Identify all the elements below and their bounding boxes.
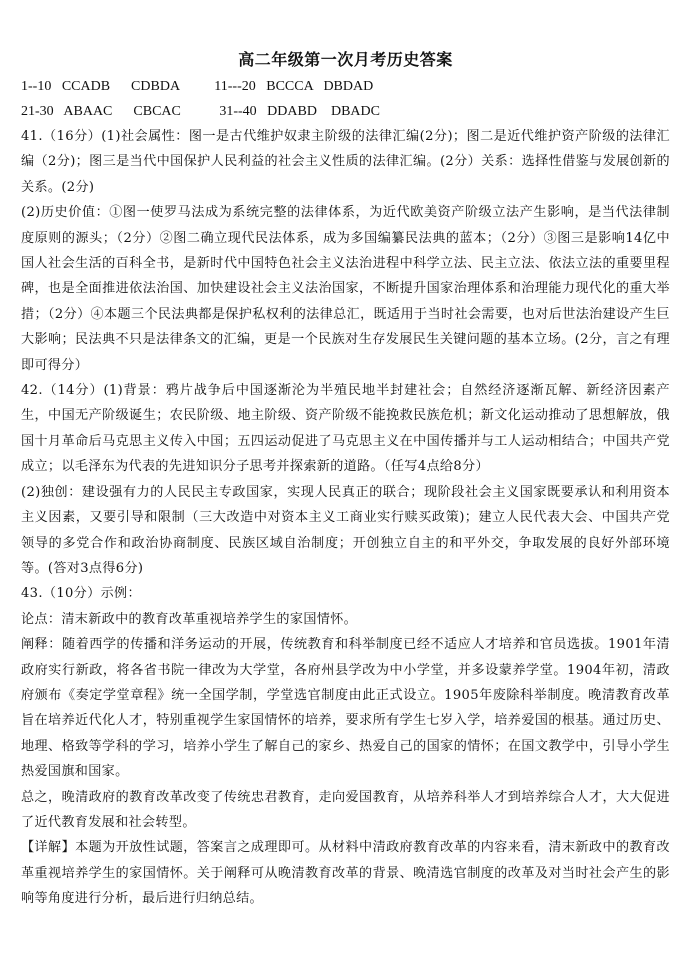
q43-heading: 43.（10分）示例： <box>21 586 141 602</box>
q41-part1: 41.（16分）(1)社会属性：图一是古代维护奴隶主阶级的法律汇编(2分)；图二是近代维护资产阶级的法律汇编（2分)；图三是当代中国保护人民利益的社会主义性质的法律汇编。(2分）关系：选择性借鉴与发展创新的关系。(2分) <box>21 129 670 195</box>
q42-part2: (2)独创：建设强有力的人民民主专政国家，实现人民真正的联合；现阶段社会主义国家既要承认和利用资本主义因素，又要引导和限制（三大改造中对资本主义工商业实行赎买政策)；建立人民代表大会、中国共产党领导的多党合作和政治协商制度、民族区域自治制度；开创独立自主的和平外交，争取发展的良好外部环境等。(答对3点得6分) <box>21 484 670 576</box>
q41-part2: (2)历史价值：①图一使罗马法成为系统完整的法律体系，为近代欧美资产阶级立法产生影响，是当代法律制度原则的源头；（2分）②图二确立现代民法体系，成为多国编纂民法典的蓝本；（2分）③图三是影响14亿中国人社会生活的百科全书，是新时代中国特色社会主义法治进程中科学立法、民主立法、依法立法的重要里程碑，也是全面推进依法治国、加快建设社会主义法治国家，不断提升国家治理体系和治理能力现代化的重大举措；（2分）④本题三个民法典都是保护私权利的法律总汇，既适用于当时社会需要，也对后世法治建设产生巨大影响；民法典不只是法律条文的汇编，更是一个民族对生存发展民生关键问题的基本立场。(2分，言之有理即可得分） <box>21 205 670 373</box>
q43-explanation: 阐释：随着西学的传播和洋务运动的开展，传统教育和科举制度已经不适应人才培养和官员选拔。1901年清政府实行新政，将各省书院一律改为大学堂，各府州县学改为中小学堂，并多设蒙养学堂。1904年初，清政府颁布《奏定学堂章程》统一全国学制，学堂选官制度由此正式设立。1905年废除科举制度。晚清教育改革旨在培养近代化人才，特别重视学生家国情怀的培养，要求所有学生七岁入学，培养爱国的根基。通过历史、地理、格致等学科的学习，培养小学生了解自己的家乡、热爱自己的国家的情怀；在国文教学中，引导小学生热爱国旗和国家。 <box>21 637 670 780</box>
q43-thesis: 论点：清末新政中的教育改革重视培养学生的家国情怀。 <box>21 611 358 627</box>
choice-answers-row-2: 21-30 ABAAC CBCAC 31--40 DDABD DBADC <box>21 104 380 119</box>
q43-detail: 【详解】本题为开放性试题，答案言之成理即可。从材料中清政府教育改革的内容来看，清末新政中的教育改革重视培养学生的家国情怀。关于阐释可从晚清教育改革的背景、晚清选官制度的改革及对当时社会产生的影响等角度进行分析，最后进行归纳总结。 <box>21 840 670 907</box>
q42-part1: 42.（14分）(1)背景：鸦片战争后中国逐渐沦为半殖民地半封建社会；自然经济逐渐瓦解、新经济因素产生，中国无产阶级诞生；农民阶级、地主阶级、资产阶级不能挽救民族危机；新文化运动推动了思想解放，俄国十月革命后马克思主义传入中国；五四运动促进了马克思主义在中国传播并与工人运动相结合；中国共产党成立；以毛泽东为代表的先进知识分子思考并探索新的道路。（任写4点给8分） <box>21 383 670 475</box>
choice-answers-row-1: 1--10 CCADB CDBDA 11---20 BCCCA DBDAD <box>21 79 374 94</box>
q43-summary: 总之，晚清政府的教育改革改变了传统忠君教育，走向爱国教育，从培养科举人才到培养综合人才，大大促进了近代教育发展和社会转型。 <box>21 789 670 830</box>
page-title: 高二年级第一次月考历史答案 <box>238 50 453 69</box>
